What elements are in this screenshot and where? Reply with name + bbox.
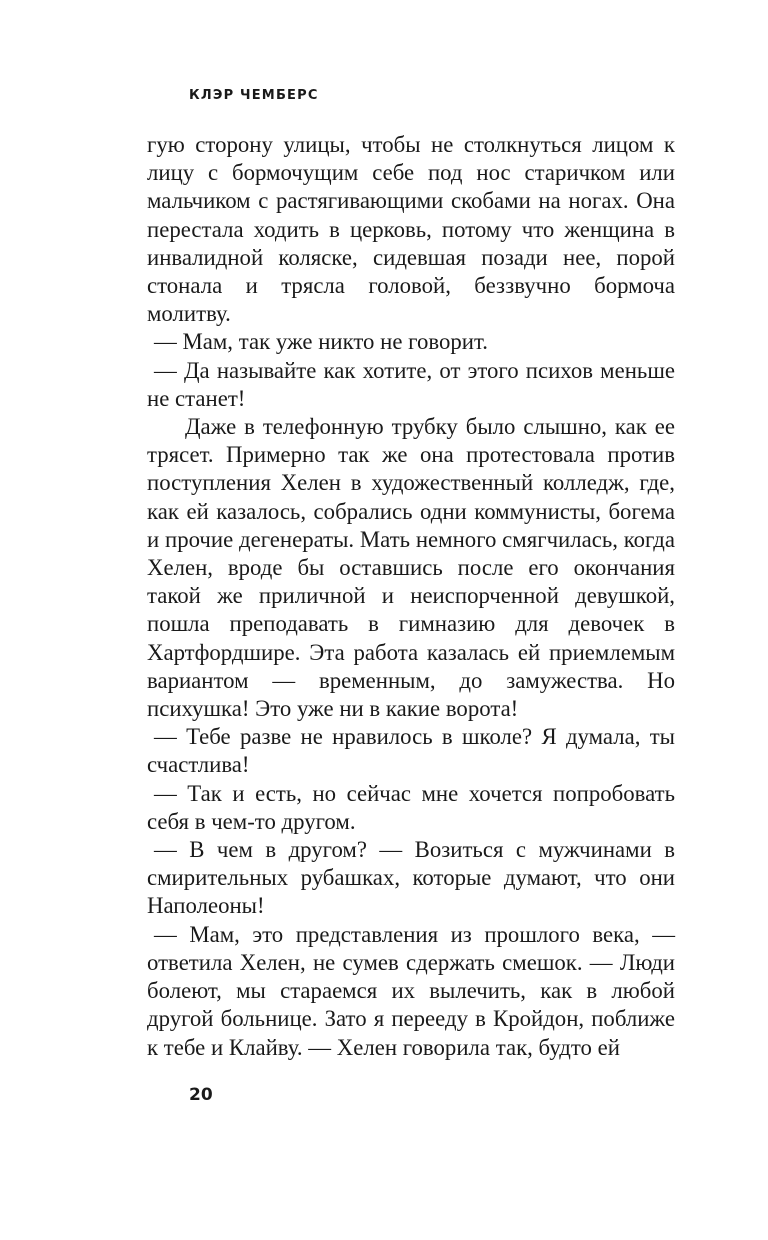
dialog-line: — Мам, так уже никто не говорит. xyxy=(154,329,488,355)
paragraph: гую сторону улицы, чтобы не столкнуться лицом к лицу с бормочущим себе под нос старичком или мальчиком с растягивающими скобами на ногах. Она перестала ходить в церковь, потому что женщина в инвалидной коляске, сидевшая позади нее, порой стонала и трясла головой, беззвучно бормоча молитву. xyxy=(147,132,675,327)
body-text xyxy=(147,131,675,1062)
running-header-author: КЛЭР ЧЕМБЕРС xyxy=(189,88,319,103)
dialog-line: — Так и есть, но сейчас мне хочется попробовать себя в чем-то другом. xyxy=(147,780,675,834)
dialog-line: — Да называйте как хотите, от этого психов меньше не станет! xyxy=(147,357,675,411)
dialog-line: — В чем в другом? — Возиться с мужчинами в смирительных рубашках, которые думают, что они Наполеоны! xyxy=(147,837,675,919)
paragraph: Даже в телефонную трубку было слышно, как ее трясет. Примерно так же она протестовала против поступления Хелен в художественный колледж, где, как ей казалось, собрались одни коммунисты, богема и прочие дегенераты. Мать немного смягчилась, когда Хелен, вроде бы оставшись после его окончания такой же приличной и неиспорченной девушкой, пошла преподавать в гимназию для девочек в Хартфордшире. Эта работа казалась ей приемлемым вариантом — временным, до замужества. Но психушка! Это уже ни в какие ворота! xyxy=(147,414,675,722)
dialog-line: — Мам, это представления из прошлого века, — ответила Хелен, не сумев сдержать смешок. — Люди болеют, мы стараемся их вылечить, как в любой другой больнице. Зато я перееду в Кройдон, поближе к тебе и Клайву. — Хелен говорила так, будто ей xyxy=(147,921,675,1060)
dialog-line: — Тебе разве не нравилось в школе? Я думала, ты счастлива! xyxy=(147,724,675,778)
page-number: 20 xyxy=(189,1085,213,1105)
